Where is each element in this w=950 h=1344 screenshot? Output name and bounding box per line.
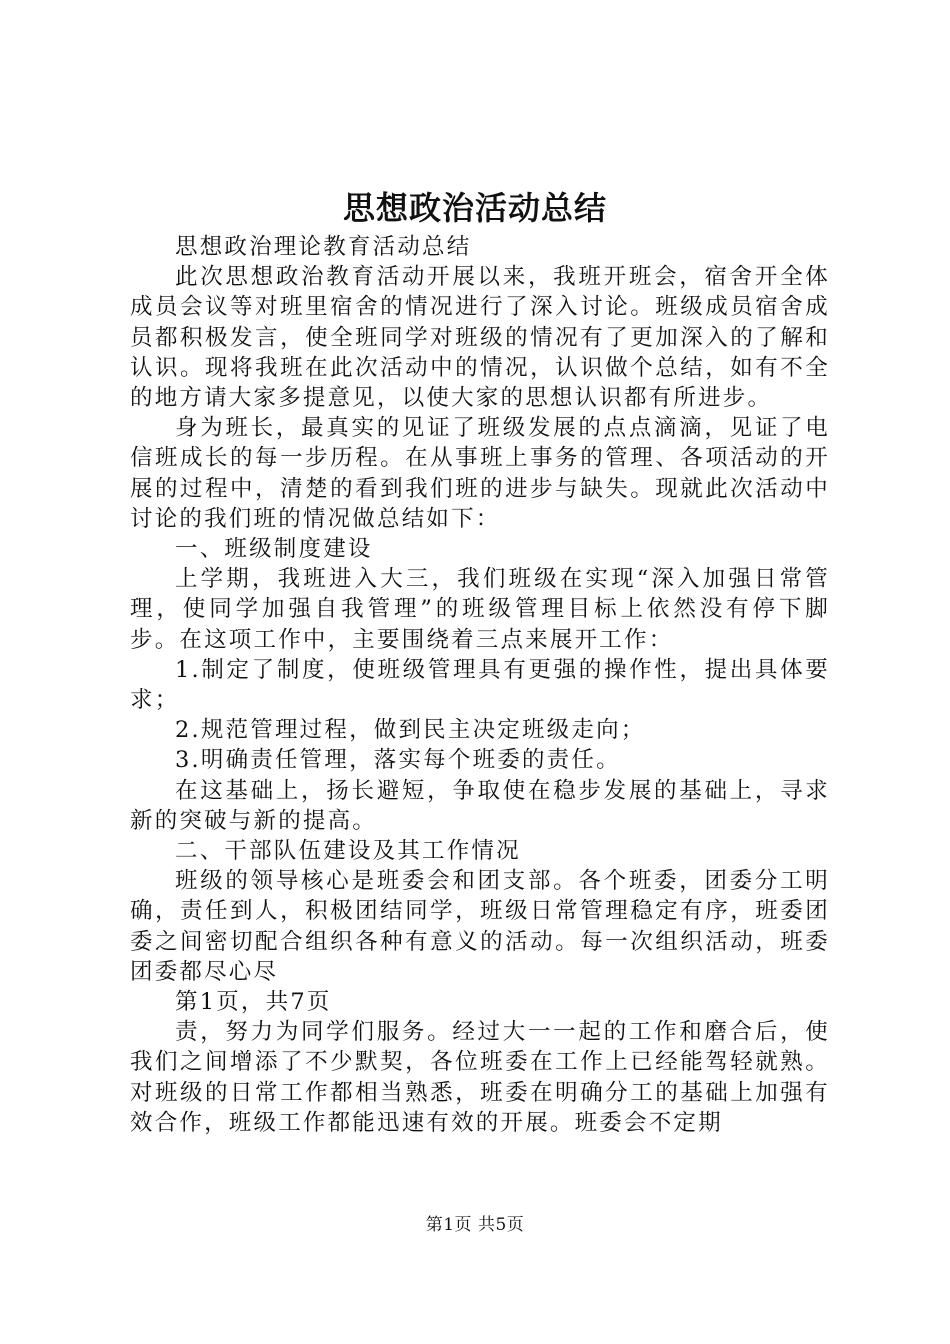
page-footer: 第1页 共5页	[425, 1215, 525, 1235]
section-heading: 二、干部队伍建设及其工作情况	[175, 838, 521, 865]
section-heading: 一、班级制度建设	[175, 536, 373, 563]
document-title: 思想政治活动总结	[342, 189, 607, 227]
subtitle-paragraph: 思想政治理论教育活动总结	[175, 234, 472, 260]
body-paragraph: 身为班长，最真实的见证了班级发展的点点滴滴，见证了电信班成长的每一步历程。在从事班上事务的管理、各项活动的开展的过程中，清楚的看到我们班的进步与缺失。现就此次活动中讨论的我们班的情况做总结如下：	[130, 415, 830, 532]
body-paragraph: 责，努力为同学们服务。经过大一一起的工作和磨合后，使我们之间增添了不少默契，各位班委在工作上已经能驾轻就熟。对班级的日常工作都相当熟悉，班委在明确分工的基础上加强有效合作，班级工作都能迅速有效的开展。班委会不定期	[130, 1019, 830, 1136]
body-paragraph: 此次思想政治教育活动开展以来，我班开班会，宿舍开全体成员会议等对班里宿舍的情况进行了深入讨论。班级成员宿舍成员都积极发言，使全班同学对班级的情况有了更加深入的了解和认识。现将我班在此次活动中的情况，认识做个总结，如有不全的地方请大家多提意见，以使大家的思想认识都有所进步。	[130, 264, 830, 412]
list-item: 3.明确责任管理，落实每个班委的责任。	[175, 747, 621, 774]
document-body	[130, 232, 830, 1138]
body-paragraph: 上学期，我班进入大三，我们班级在实现“深入加强日常管理，使同学加强自我管理”的班级管理目标上依然没有停下脚步。在这项工作中，主要围绕着三点来展开工作：	[130, 566, 830, 653]
list-item: 2.规范管理过程，做到民主决定班级走向；	[175, 717, 646, 744]
list-item: 1.制定了制度，使班级管理具有更强的操作性，提出具体要求；	[130, 656, 830, 714]
body-paragraph: 班级的领导核心是班委会和团支部。各个班委，团委分工明确，责任到人，积极团结同学，班级日常管理稳定有序，班委团委之间密切配合组织各种有意义的活动。每一次组织活动，班委团委都尽心尽	[130, 868, 830, 985]
body-paragraph: 在这基础上，扬长避短，争取使在稳步发展的基础上，寻求新的突破与新的提高。	[130, 777, 830, 834]
inline-page-marker: 第1页，共7页	[175, 989, 332, 1016]
